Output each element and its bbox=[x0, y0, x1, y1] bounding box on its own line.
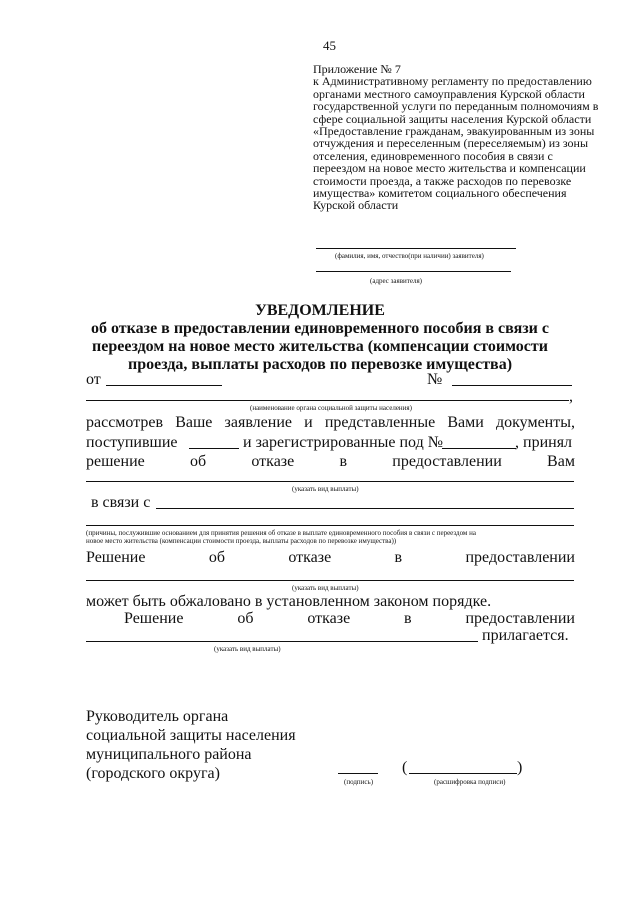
registered-label: и зарегистрированные под № bbox=[243, 434, 443, 451]
body-line-1 bbox=[86, 414, 575, 432]
reason-field-1[interactable] bbox=[156, 508, 574, 509]
body-line-5 bbox=[124, 610, 575, 628]
word: Вам bbox=[547, 453, 575, 470]
payment-type-field-1[interactable] bbox=[86, 481, 574, 482]
reason-label: в связи с bbox=[91, 494, 151, 511]
appendix-line: Курской области bbox=[313, 198, 399, 213]
attached-text: прилагается. bbox=[482, 627, 569, 644]
payment-type-caption-1: (указать вид выплаты) bbox=[292, 485, 359, 493]
word: об bbox=[237, 610, 254, 627]
appendix-line: «Предоставление гражданам, эвакуированным из зоны bbox=[313, 124, 595, 139]
word: рассмотрев bbox=[86, 414, 164, 431]
number-field[interactable] bbox=[452, 385, 572, 386]
signature-decode-field[interactable] bbox=[409, 773, 517, 774]
word: представленные bbox=[324, 414, 436, 431]
registration-number-field[interactable] bbox=[442, 448, 516, 449]
payment-type-caption-3: (указать вид выплаты) bbox=[214, 645, 281, 653]
signatory-block bbox=[86, 707, 296, 783]
appendix-line: органами местного самоуправления Курской области bbox=[313, 86, 585, 101]
appendix-line: имущества» комитетом социального обеспечения bbox=[313, 186, 567, 201]
signature-decode-caption: (расшифровка подписи) bbox=[434, 778, 506, 786]
word: об bbox=[190, 453, 207, 470]
word: Ваше bbox=[175, 414, 213, 431]
signatory-line: социальной защиты населения bbox=[86, 727, 296, 744]
word: предоставлении bbox=[465, 549, 575, 566]
document-heading: УВЕДОМЛЕНИЕ bbox=[255, 302, 385, 319]
decided-label: , принял bbox=[515, 434, 573, 451]
appendix-line: Приложение № 7 bbox=[313, 62, 401, 76]
document-subtitle-line3: проезда, выплаты расходов по перевозке имущества) bbox=[127, 356, 513, 373]
from-label: от bbox=[86, 371, 101, 388]
applicant-name-field[interactable] bbox=[316, 248, 516, 249]
body-line-3 bbox=[86, 453, 575, 471]
appendix-line: отчуждения и переселенным (переселяемым) из зоны bbox=[313, 136, 589, 151]
applicant-name-caption: (фамилия, имя, отчество(при наличии) заявителя) bbox=[335, 252, 484, 260]
signatory-line: (городского округа) bbox=[86, 765, 220, 782]
word: и bbox=[304, 414, 313, 431]
document-subtitle-line1: об отказе в предоставлении единовременного пособия в связи с bbox=[91, 320, 549, 337]
close-paren: ) bbox=[517, 759, 523, 776]
applicant-address-caption: (адрес заявителя) bbox=[370, 277, 422, 285]
appendix-line: государственной услуги по переданным полномочиям в bbox=[313, 99, 599, 114]
organ-field[interactable] bbox=[86, 400, 569, 401]
received-date-field[interactable] bbox=[189, 448, 239, 449]
word: отказе bbox=[288, 549, 332, 566]
word: заявление bbox=[224, 414, 292, 431]
word: в bbox=[394, 549, 403, 566]
word: в bbox=[339, 453, 348, 470]
word: Решение bbox=[124, 610, 184, 627]
word: решение bbox=[86, 453, 145, 470]
word: Решение bbox=[86, 549, 146, 566]
payment-type-field-2[interactable] bbox=[86, 580, 574, 581]
received-label: поступившие bbox=[86, 434, 178, 451]
word: Вами bbox=[447, 414, 484, 431]
reason-field-2[interactable] bbox=[86, 525, 574, 526]
appendix-block bbox=[313, 63, 598, 212]
page-number: 45 bbox=[323, 38, 336, 53]
body-line-4 bbox=[86, 549, 575, 567]
date-field[interactable] bbox=[106, 385, 222, 386]
reason-caption-line1: (причины, послужившие основанием для принятия решения об отказе в выплате единовременного пособия в связи с переездом на bbox=[86, 529, 476, 537]
applicant-address-field[interactable] bbox=[316, 271, 511, 272]
word: в bbox=[404, 610, 412, 627]
document-subtitle-line2: переездом на новое место жительства (компенсации стоимости bbox=[92, 338, 548, 355]
payment-type-field-3[interactable] bbox=[86, 641, 478, 642]
appendix-line: отселения, единовременного пособия в связи с bbox=[313, 148, 553, 163]
appendix-line: переездом на новое место жительства и компенсации bbox=[313, 161, 586, 176]
word: документы, bbox=[495, 414, 575, 431]
trailing-comma: , bbox=[569, 388, 573, 405]
signature-caption: (подпись) bbox=[344, 778, 374, 786]
signatory-line: муниципального района bbox=[86, 746, 252, 763]
signatory-line: Руководитель органа bbox=[86, 708, 229, 725]
word: об bbox=[208, 549, 225, 566]
open-paren: ( bbox=[402, 759, 408, 776]
word: предоставлении bbox=[392, 453, 502, 470]
appendix-line: стоимости проезда, а также расходов по перевозке bbox=[313, 173, 572, 188]
number-label: № bbox=[427, 371, 443, 388]
word: отказе bbox=[307, 610, 351, 627]
signature-field[interactable] bbox=[338, 773, 378, 774]
word: предоставлении bbox=[465, 610, 575, 627]
appeal-text: может быть обжаловано в установленном законом порядке. bbox=[86, 593, 492, 610]
appendix-line: к Административному регламенту по предоставлению bbox=[313, 74, 592, 89]
reason-caption-line2: новое место жительства (компенсации стоимости проезда, выплаты расходов по перевозке имущества)) bbox=[86, 537, 397, 545]
organ-caption: (наименование органа социальной защиты населения) bbox=[250, 404, 412, 412]
payment-type-caption-2: (указать вид выплаты) bbox=[292, 584, 359, 592]
word: отказе bbox=[251, 453, 295, 470]
appendix-line: сфере социальной защиты населения Курской области bbox=[313, 111, 592, 126]
